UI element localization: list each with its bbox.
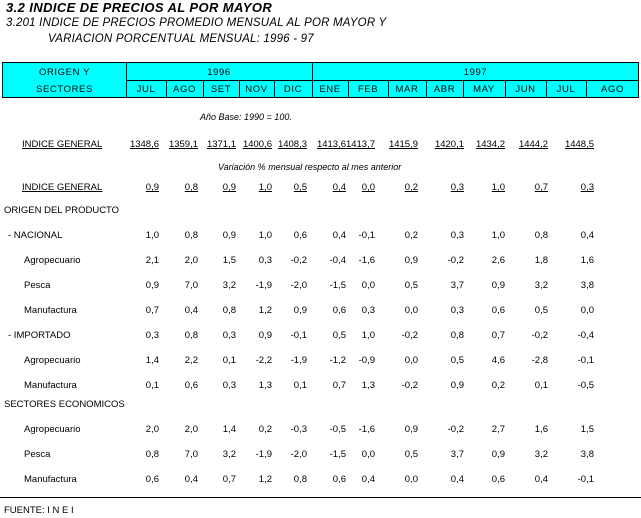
row-label: Pesca [24,449,51,460]
cell-value: 2,7 [491,424,505,435]
footer-rule [0,497,641,498]
cell-value: 1400,6 [242,139,272,150]
cell-value: 0,5 [404,449,418,460]
cell-value: 0,9 [450,380,464,391]
cell-value: 0,0 [580,305,594,316]
cell-value: 0,5 [332,330,346,341]
cell-value: 0,5 [450,355,464,366]
cell-value: 1,0 [491,230,505,241]
cell-value: 1444,2 [518,139,548,150]
cell-value: 0,9 [404,424,418,435]
cell-value: 0,5 [404,280,418,291]
header-sectors-label: SECTORES [36,84,93,95]
cell-value: 0,9 [491,280,505,291]
cell-value: -2,2 [255,355,272,366]
header-month-set: SET [210,84,232,95]
cell-value: 3,7 [450,280,464,291]
cell-value: 1,6 [534,424,548,435]
cell-value: -0,5 [577,380,594,391]
cell-value: 4,6 [491,355,505,366]
source-note: FUENTE: I N E I [4,505,74,516]
cell-value: 0,9 [145,280,159,291]
cell-value: -0,1 [577,355,594,366]
cell-value: 0,0 [361,280,375,291]
header-month-ago: AGO [173,84,196,95]
cell-value: 1,4 [222,424,236,435]
base-year-note: Año Base: 1990 = 100. [200,112,292,122]
header-month-jun: JUN [515,84,536,95]
cell-value: 2,0 [145,424,159,435]
table-title-line1: 3.201 INDICE DE PRECIOS PROMEDIO MENSUAL AL POR MAYOR Y [6,17,387,29]
cell-value: 0,1 [145,380,159,391]
cell-value: 1,2 [258,474,272,485]
cell-value: 0,8 [184,182,198,193]
cell-value: 0,3 [580,182,594,193]
cell-value: 0,6 [491,305,505,316]
cell-value: 0,8 [293,474,307,485]
cell-value: 7,0 [184,280,198,291]
cell-value: 1,4 [145,355,159,366]
cell-value: 1,6 [580,255,594,266]
cell-value: 0,2 [491,380,505,391]
cell-value: 0,3 [450,182,464,193]
row-label: Agropecuario [24,424,81,435]
cell-value: 0,2 [404,182,418,193]
cell-value: 0,3 [222,380,236,391]
cell-value: 0,0 [404,305,418,316]
cell-value: 0,2 [258,424,272,435]
variation-note: Variación % mensual respecto al mes anterior [218,162,402,172]
cell-value: 1420,1 [434,139,464,150]
table-header [2,62,639,98]
cell-value: 1,0 [258,182,272,193]
cell-value: 0,3 [450,230,464,241]
cell-value: 0,4 [184,305,198,316]
cell-value: 0,7 [491,330,505,341]
cell-value: 0,5 [293,182,307,193]
row-label: Agropecuario [24,355,81,366]
section-title: 3.2 INDICE DE PRECIOS AL POR MAYOR [6,0,273,15]
cell-value: -0,2 [531,330,548,341]
cell-value: 1,5 [580,424,594,435]
cell-value: 0,8 [222,305,236,316]
cell-value: -1,9 [255,449,272,460]
cell-value: 0,1 [293,380,307,391]
cell-value: 1,3 [361,380,375,391]
cell-value: 0,0 [361,182,375,193]
cell-value: 0,4 [450,474,464,485]
cell-value: 0,7 [332,380,346,391]
cell-value: 3,8 [580,449,594,460]
cell-value: -2,0 [290,449,307,460]
cell-value: -1,6 [358,255,375,266]
cell-value: 1413,6 [316,139,346,150]
header-month-ene: ENE [319,84,341,95]
cell-value: 0,9 [404,255,418,266]
cell-value: 0,0 [404,474,418,485]
row-label: INDICE GENERAL [22,182,103,193]
cell-value: 1359,1 [168,139,198,150]
cell-value: 0,1 [534,380,548,391]
cell-value: -0,4 [329,255,346,266]
cell-value: 2,6 [491,255,505,266]
cell-value: 0,9 [145,182,159,193]
cell-value: 0,3 [361,305,375,316]
cell-value: -0,2 [290,255,307,266]
row-label: - IMPORTADO [8,330,71,341]
cell-value: 0,0 [361,449,375,460]
cell-value: 0,8 [184,330,198,341]
cell-value: 3,8 [580,280,594,291]
cell-value: 1,8 [534,255,548,266]
cell-value: 0,7 [222,474,236,485]
row-label: SECTORES ECONOMICOS [4,399,125,410]
cell-value: -1,9 [255,280,272,291]
header-month-ago: AGO [601,84,624,95]
cell-value: -0,2 [447,255,464,266]
cell-value: 2,0 [184,255,198,266]
table-title-line2: VARIACION PORCENTUAL MENSUAL: 1996 - 97 [48,33,314,45]
cell-value: 2,1 [145,255,159,266]
cell-value: -0,2 [401,380,418,391]
row-label: Pesca [24,280,51,291]
cell-value: 0,9 [222,182,236,193]
header-month-dic: DIC [283,84,303,95]
cell-value: 0,2 [404,230,418,241]
cell-value: 1348,6 [129,139,159,150]
row-label: Agropecuario [24,255,81,266]
header-month-feb: FEB [357,84,379,95]
cell-value: 0,6 [491,474,505,485]
header-year-1997: 1997 [463,67,488,78]
header-month-nov: NOV [245,84,268,95]
cell-value: 2,0 [184,424,198,435]
cell-value: 0,4 [332,182,346,193]
cell-value: 0,6 [184,380,198,391]
cell-value: -0,2 [401,330,418,341]
cell-value: -0,1 [577,474,594,485]
cell-value: -0,4 [577,330,594,341]
cell-value: -2,0 [290,280,307,291]
header-origin-label: ORIGEN Y [38,67,91,78]
cell-value: 0,1 [222,355,236,366]
cell-value: 0,8 [534,230,548,241]
cell-value: 0,6 [293,230,307,241]
cell-value: 1,0 [145,230,159,241]
cell-value: 0,8 [184,230,198,241]
cell-value: -0,3 [290,424,307,435]
cell-value: 1434,2 [475,139,505,150]
cell-value: 0,6 [332,474,346,485]
header-month-mar: MAR [395,84,419,95]
header-year-1996: 1996 [207,67,231,78]
cell-value: 3,2 [534,280,548,291]
cell-value: 0,4 [361,474,375,485]
cell-value: 0,3 [222,330,236,341]
row-label: - NACIONAL [8,230,63,241]
cell-value: 0,9 [491,449,505,460]
cell-value: 0,3 [450,305,464,316]
cell-value: 1,5 [222,255,236,266]
cell-value: 0,7 [534,182,548,193]
cell-value: 0,3 [145,330,159,341]
cell-value: 7,0 [184,449,198,460]
row-label: Manufactura [24,474,77,485]
cell-value: 0,6 [332,305,346,316]
cell-value: 1408,3 [277,139,307,150]
cell-value: 1,0 [258,230,272,241]
cell-value: 0,4 [580,230,594,241]
cell-value: 3,2 [222,449,236,460]
cell-value: -1,6 [358,424,375,435]
cell-value: 3,2 [534,449,548,460]
cell-value: 0,8 [145,449,159,460]
cell-value: -1,2 [329,355,346,366]
cell-value: -0,1 [358,230,375,241]
cell-value: 1,2 [258,305,272,316]
cell-value: 1413,7 [345,139,375,150]
cell-value: 0,4 [184,474,198,485]
cell-value: 1,0 [491,182,505,193]
cell-value: 1,0 [361,330,375,341]
cell-value: 0,8 [450,330,464,341]
cell-value: 0,5 [534,305,548,316]
row-label: Manufactura [24,305,77,316]
row-label: INDICE GENERAL [22,139,103,150]
cell-value: -0,2 [447,424,464,435]
cell-value: 0,7 [145,305,159,316]
cell-value: 1448,5 [564,139,594,150]
cell-value: 1,3 [258,380,272,391]
cell-value: 0,9 [222,230,236,241]
cell-value: -1,5 [329,449,346,460]
cell-value: -0,5 [329,424,346,435]
row-label: Manufactura [24,380,77,391]
cell-value: 0,9 [293,305,307,316]
row-label: ORIGEN DEL PRODUCTO [4,205,120,216]
cell-value: 0,4 [332,230,346,241]
cell-value: 2,2 [184,355,198,366]
header-month-abr: ABR [433,84,456,95]
header-month-may: MAY [473,84,495,95]
cell-value: -1,5 [329,280,346,291]
cell-value: -0,1 [290,330,307,341]
header-month-jul: JUL [556,84,576,95]
cell-value: 1371,1 [206,139,236,150]
cell-value: 0,0 [404,355,418,366]
cell-value: -1,9 [290,355,307,366]
cell-value: -0,9 [358,355,375,366]
cell-value: 3,2 [222,280,236,291]
cell-value: 0,4 [534,474,548,485]
header-month-jul: JUL [136,84,156,95]
cell-value: 0,6 [145,474,159,485]
cell-value: 0,9 [258,330,272,341]
cell-value: 0,3 [258,255,272,266]
cell-value: -2,8 [531,355,548,366]
cell-value: 1415,9 [388,139,418,150]
cell-value: 3,7 [450,449,464,460]
